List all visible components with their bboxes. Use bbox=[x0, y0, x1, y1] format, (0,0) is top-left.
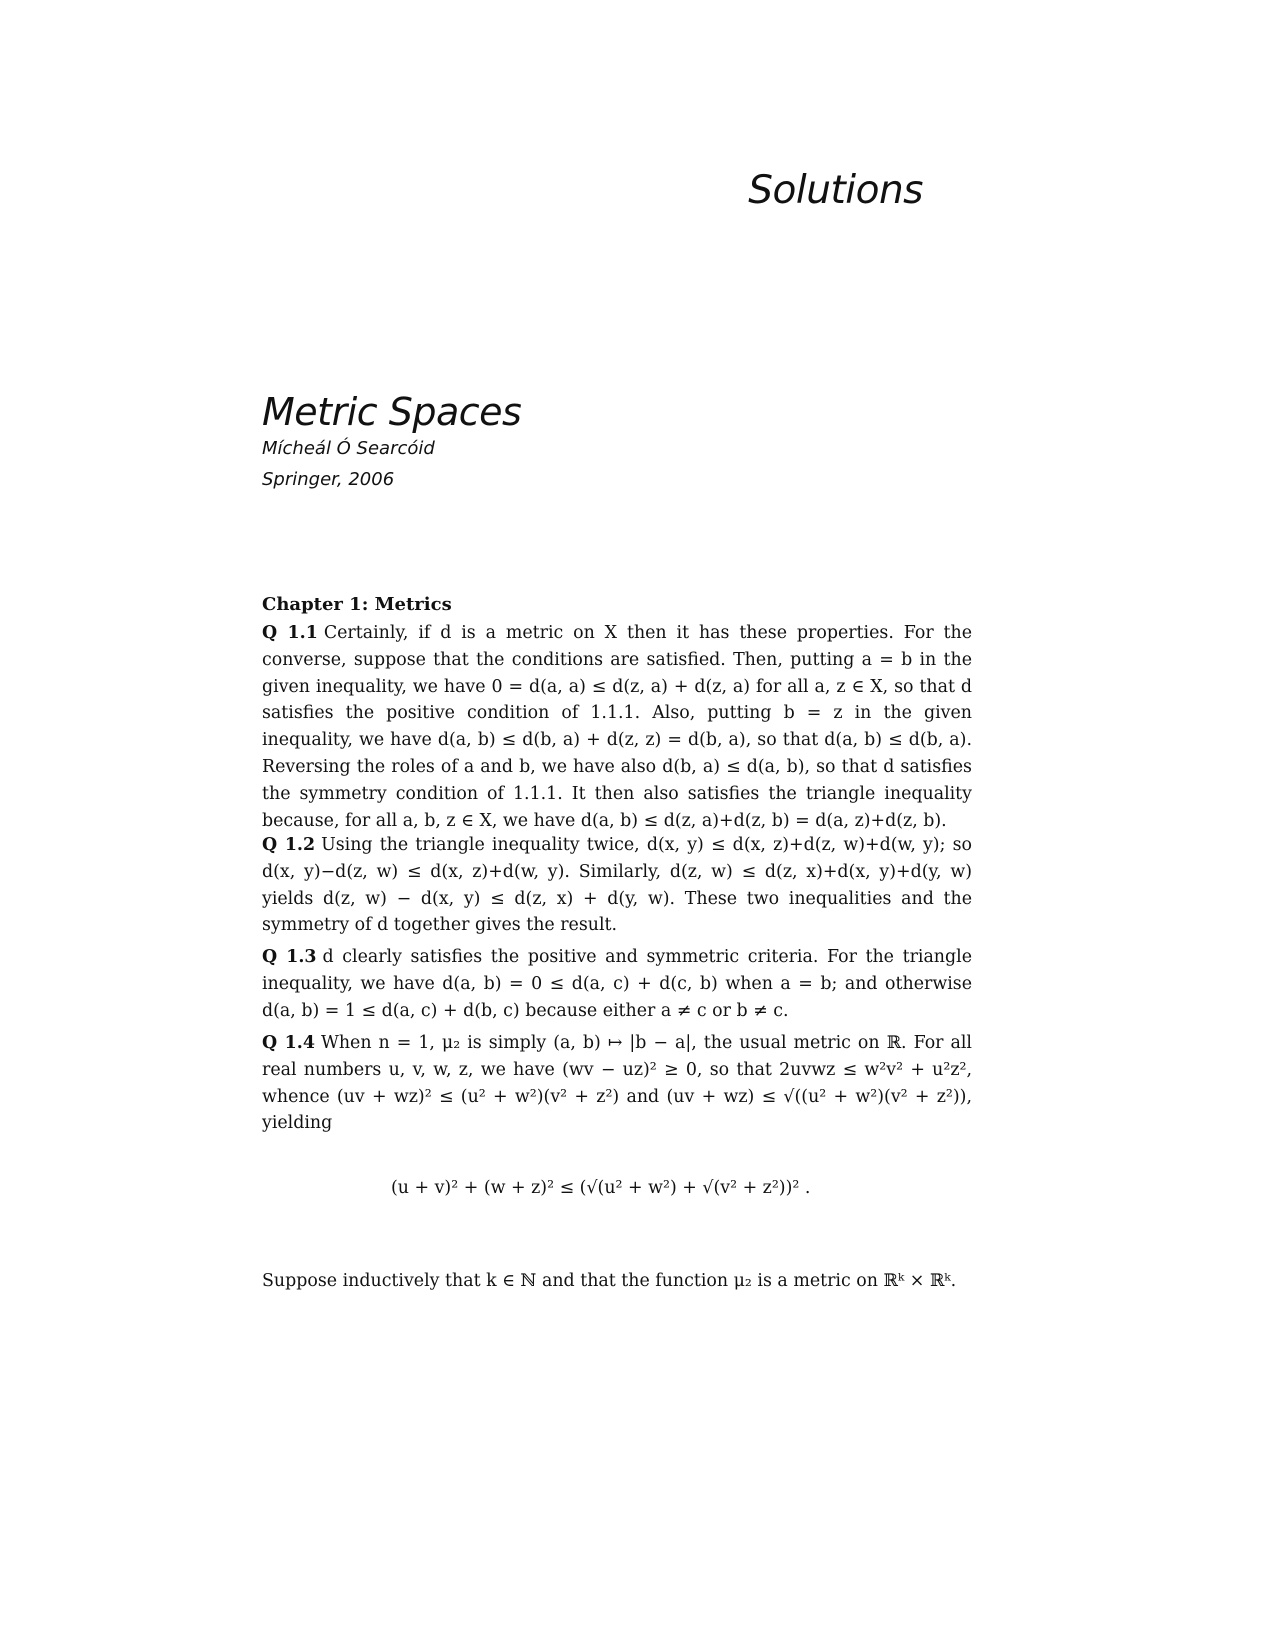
book-author: Mícheál Ó Searcóid bbox=[262, 438, 435, 459]
book-title: Metric Spaces bbox=[262, 390, 522, 434]
question-label: Q 1.1 bbox=[262, 623, 318, 643]
book-publisher: Springer, 2006 bbox=[262, 469, 395, 490]
question-text: When n = 1, μ₂ is simply (a, b) ↦ |b − a|, the usual metric on ℝ. For all real numbers u, v, w, z, we have (wv − uz)² ≥ 0, so that 2uvwz ≤ w²v² + u²z², whence (uv + wz)² ≤ (u² + w²)(v² + z²) and (uv + wz) ≤ √((u² + w²)(v² + z²)), yielding bbox=[262, 1033, 972, 1134]
question-1-3 bbox=[262, 944, 972, 1024]
question-1-4 bbox=[262, 1030, 972, 1137]
question-1-2 bbox=[262, 832, 972, 939]
question-text: d clearly satisfies the positive and symmetric criteria. For the triangle inequality, we have d(a, b) = 0 ≤ d(a, c) + d(c, b) when a = b; and otherwise d(a, b) = 1 ≤ d(a, c) + d(b, c) because either a ≠ c or b ≠ c. bbox=[262, 947, 972, 1021]
question-text: Using the triangle inequality twice, d(x, y) ≤ d(x, z)+d(z, w)+d(w, y); so d(x, y)−d(z, w) ≤ d(x, z)+d(w, y). Similarly, d(z, w) ≤ d(z, x)+d(x, y)+d(y, w) yields d(z, w) − d(x, y) ≤ d(z, x) + d(y, w). These two inequalities and the symmetry of d together gives the result. bbox=[262, 835, 972, 936]
question-label: Q 1.4 bbox=[262, 1033, 315, 1053]
chapter-heading: Chapter 1: Metrics bbox=[262, 594, 452, 615]
question-text: Certainly, if d is a metric on X then it has these properties. For the converse, suppose that the conditions are satisfied. Then, putting a = b in the given inequality, we have 0 = d(a, a) ≤ d(z, a) + d(z, a) for all a, z ∈ X, so that d satisfies the positive condition of 1.1.1. Also, putting b = z in the given inequality, we have d(a, b) ≤ d(b, a) + d(z, z) = d(b, a), so that d(a, b) ≤ d(b, a). Reversing the roles of a and b, we have also d(b, a) ≤ d(a, b), so that d satisfies the symmetry condition of 1.1.1. It then also satisfies the triangle inequality because, for all a, b, z ∈ X, we have d(a, b) ≤ d(z, a)+d(z, b) = d(a, z)+d(z, b). bbox=[262, 623, 972, 831]
question-label: Q 1.2 bbox=[262, 835, 316, 855]
display-equation: (u + v)² + (w + z)² ≤ (√(u² + w²) + √(v² + z²))² . bbox=[391, 1178, 811, 1198]
question-label: Q 1.3 bbox=[262, 947, 317, 967]
closing-paragraph: Suppose inductively that k ∈ ℕ and that the function μ₂ is a metric on ℝᵏ × ℝᵏ. bbox=[262, 1271, 957, 1291]
section-heading: Solutions bbox=[748, 168, 923, 213]
question-1-1 bbox=[262, 620, 972, 834]
